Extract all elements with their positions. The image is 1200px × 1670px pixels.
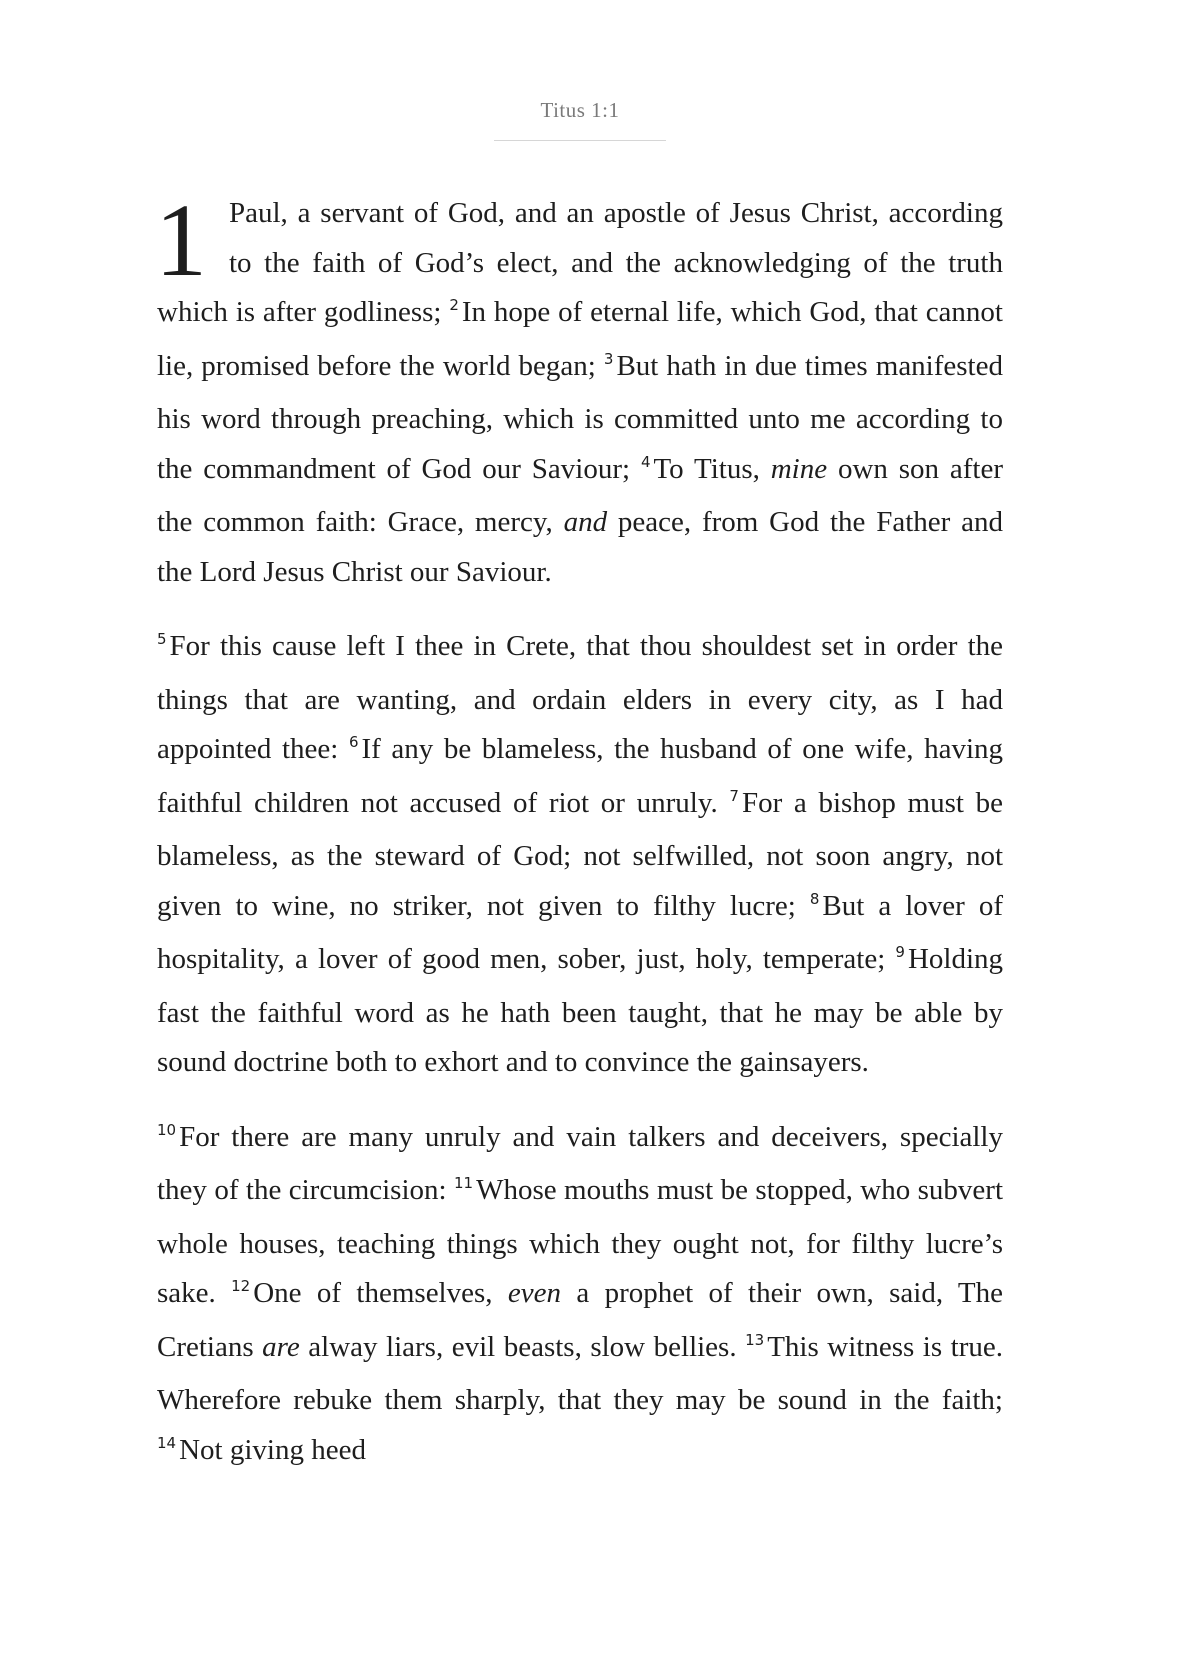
paragraph [157, 622, 1003, 1088]
verse-text: If any be blameless, the husband of one wife, having faithful children not accused of riot or unruly. [157, 733, 1003, 819]
header-divider [494, 140, 666, 141]
verse-number: 12 [231, 1277, 251, 1295]
verse-text: peace, from God the Father and the Lord Jesus Christ our Saviour. [157, 506, 1004, 588]
italic-text: even [507, 1277, 562, 1309]
verse-number: 9 [895, 943, 905, 961]
chapter-reference: Titus 1:1 [540, 98, 620, 122]
italic-text: and [563, 506, 608, 538]
verse-text: alway liars, evil beasts, slow bellies. [299, 1330, 746, 1363]
verse-text: To Titus, [653, 452, 771, 485]
verse-number: 13 [745, 1330, 765, 1349]
italic-text: are [262, 1330, 300, 1363]
chapter-number-dropcap: 1 [155, 183, 207, 298]
verse-text: Whose mouths must be stopped, who subvert whole houses, teaching things which they ought not, for filthy lucre’s sake. [157, 1174, 1003, 1309]
verse-text: One of themselves, [253, 1277, 508, 1309]
verse-text: Holding fast the faithful word as he hath been taught, that he may be able by sound doctrine both to exhort and to convince the gainsayers. [157, 943, 1003, 1078]
verse-number: 6 [348, 733, 359, 751]
verse-number: 11 [453, 1174, 474, 1192]
reader-page [157, 0, 1003, 1670]
verse-text: For this cause left I thee in Crete, that thou shouldest set in order the things that are wanting, and ordain elders in every city, as I had appointed thee: [157, 630, 1003, 765]
verse-text: Not giving heed [179, 1433, 366, 1466]
verse-number: 8 [809, 889, 820, 908]
verse-text: This witness is true. Wherefore rebuke them sharply, that they may be sound in the faith; [157, 1330, 1003, 1416]
verse-number: 4 [640, 452, 651, 471]
italic-text: mine [770, 452, 828, 485]
verse-number: 14 [157, 1433, 177, 1452]
verse-text: But a lover of hospitality, a lover of good men, sober, just, holy, temperate; [157, 889, 1003, 975]
verse-number: 2 [449, 296, 459, 314]
verse-text: own son after the common faith: Grace, mercy, [157, 452, 1004, 538]
paragraph [157, 1113, 1003, 1480]
verse-text: In hope of eternal life, which God, that cannot lie, promised before the world began; [157, 296, 1003, 382]
verse-text: For a bishop must be blameless, as the steward of God; not selfwilled, not soon angry, not given to wine, no striker, not given to filthy lucre; [157, 786, 1003, 922]
verse-text: a prophet of their own, said, The Cretians [157, 1277, 1003, 1363]
verse-number: 3 [603, 349, 614, 368]
verse-text: For there are many unruly and vain talkers and deceivers, specially they of the circumcision: [157, 1120, 1003, 1206]
verse-number: 10 [157, 1120, 177, 1139]
verse-number: 5 [157, 630, 167, 648]
verse-text: Paul, a servant of God, and an apostle of Jesus Christ, according to the faith of God’s elect, and the acknowledging of the truth which is after godliness; [157, 197, 1003, 328]
verse-number: 7 [729, 786, 739, 805]
verse-text: But hath in due times manifested his word through preaching, which is committed unto me according to the commandment of God our Saviour; [157, 349, 1003, 485]
paragraph [155, 183, 1004, 597]
scripture-text [155, 183, 1004, 1504]
